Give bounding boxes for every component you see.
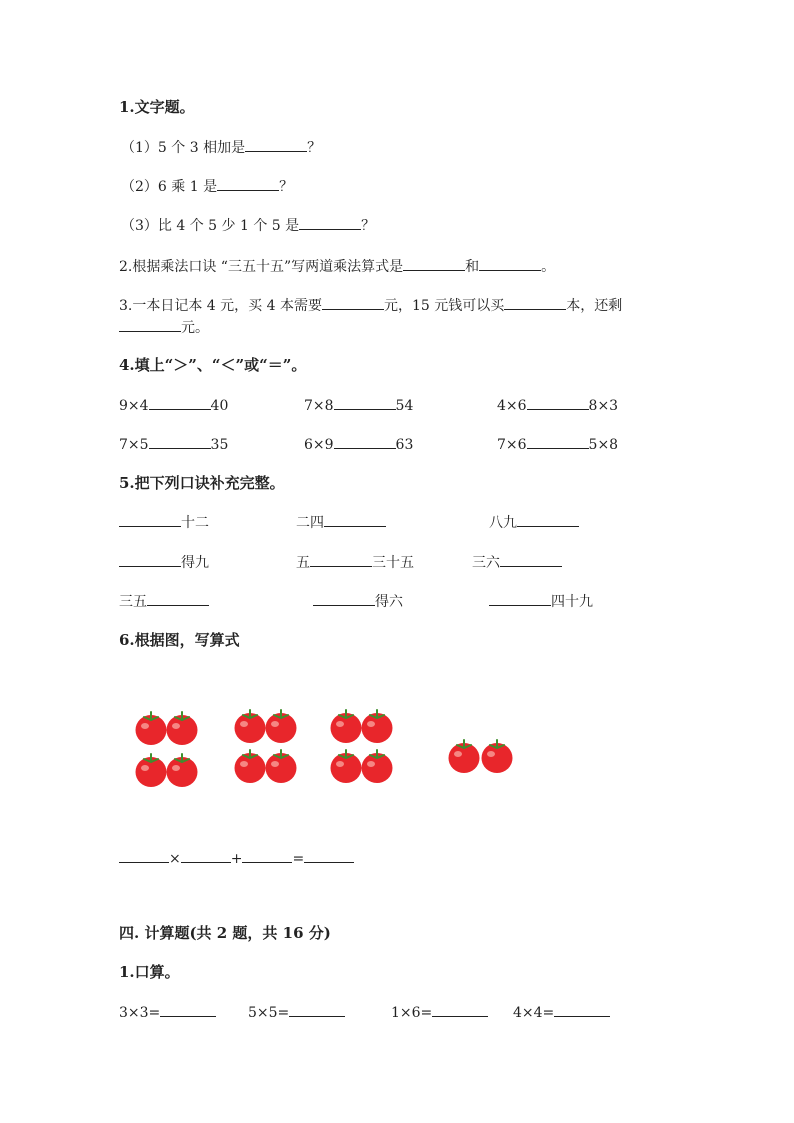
compare-right: 40 <box>210 398 229 414</box>
answer-blank[interactable] <box>324 512 386 527</box>
oral-expression: 1×6= <box>391 1005 433 1021</box>
verse-text: 得九 <box>181 555 209 571</box>
compare-right: 35 <box>210 437 229 453</box>
answer-blank[interactable] <box>313 591 375 606</box>
answer-blank[interactable] <box>119 512 181 527</box>
verse-text: 五 <box>296 555 310 571</box>
q2-and: 和 <box>465 259 480 275</box>
verse-text: 四十九 <box>551 594 593 610</box>
tomato-icon <box>235 710 266 743</box>
answer-blank[interactable] <box>217 176 279 191</box>
oral-item <box>391 1002 488 1023</box>
answer-blank[interactable] <box>119 317 181 332</box>
q3-text: 3.一本日记本 4 元，买 4 本需要 <box>119 298 322 314</box>
q1-item-1 <box>121 137 321 158</box>
q1-title: 1.文字题。 <box>119 98 195 116</box>
verse-text: 得六 <box>375 594 403 610</box>
answer-blank[interactable] <box>489 591 551 606</box>
compare-right: 5×8 <box>588 437 619 453</box>
q2-end: 。 <box>541 259 556 275</box>
tomato-icon <box>266 710 297 743</box>
compare-left: 6×9 <box>304 437 334 453</box>
oral-item <box>513 1002 610 1023</box>
oral-expression: 5×5= <box>248 1005 290 1021</box>
compare-right: 54 <box>395 398 414 414</box>
tomato-icon <box>136 712 167 745</box>
tomato-picture <box>0 690 794 810</box>
verse-item <box>296 512 386 533</box>
verse-text: 八九 <box>489 515 517 531</box>
answer-blank[interactable] <box>119 552 181 567</box>
answer-blank[interactable] <box>181 848 231 863</box>
oral-item <box>248 1002 345 1023</box>
q6-equation <box>119 848 354 869</box>
verse-text: 二四 <box>296 515 324 531</box>
tomato-icon <box>235 750 266 783</box>
tomato-icon <box>362 710 393 743</box>
answer-blank[interactable] <box>160 1002 216 1017</box>
verse-item <box>472 552 562 573</box>
compare-left: 4×6 <box>497 398 527 414</box>
answer-blank[interactable] <box>147 591 209 606</box>
compare-left: 7×8 <box>304 398 334 414</box>
q3-text-4: 元。 <box>181 320 209 336</box>
oral-expression: 3×3= <box>119 1005 161 1021</box>
section-title: 四. 计算题(共 2 题，共 16 分) <box>119 924 331 942</box>
tomato-icon <box>331 710 362 743</box>
answer-blank[interactable] <box>289 1002 345 1017</box>
answer-blank[interactable] <box>119 848 169 863</box>
verse-text: 三十五 <box>372 555 414 571</box>
compare-left: 7×6 <box>497 437 527 453</box>
q1-item-3-text: （3）比 4 个 5 少 1 个 5 是 <box>121 218 300 234</box>
equals-sign: = <box>292 851 305 867</box>
verse-item <box>489 512 579 533</box>
verse-text: 三五 <box>119 594 147 610</box>
compare-item <box>119 395 228 416</box>
q6-title: 6.根据图，写算式 <box>119 631 240 649</box>
answer-blank[interactable] <box>242 848 292 863</box>
q1-item-1-text: （1）5 个 3 相加是 <box>121 140 246 156</box>
q1-item-2 <box>121 176 293 197</box>
answer-blank[interactable] <box>432 1002 488 1017</box>
question-mark: ？ <box>279 179 294 195</box>
compare-item <box>304 395 413 416</box>
answer-blank[interactable] <box>527 434 589 449</box>
answer-blank[interactable] <box>403 256 465 271</box>
tomato-icon <box>449 740 480 773</box>
q2-line <box>119 256 555 277</box>
answer-blank[interactable] <box>245 137 307 152</box>
q3-text-2: 元，15 元钱可以买 <box>383 298 505 314</box>
verse-item <box>119 512 209 533</box>
answer-blank[interactable] <box>304 848 354 863</box>
tomato-icon <box>362 750 393 783</box>
answer-blank[interactable] <box>517 512 579 527</box>
q2-text: 2.根据乘法口诀 “三五十五”写两道乘法算式是 <box>119 259 404 275</box>
compare-right: 63 <box>395 437 414 453</box>
verse-item <box>489 591 593 612</box>
compare-item <box>304 434 413 455</box>
tomato-icon <box>482 740 513 773</box>
verse-text: 三六 <box>472 555 500 571</box>
oral-title: 1.口算。 <box>119 963 180 981</box>
tomato-icon <box>331 750 362 783</box>
compare-item <box>497 395 618 416</box>
times-sign: × <box>169 851 181 867</box>
q3-text-3: 本，还剩 <box>566 298 623 314</box>
plus-sign: + <box>230 851 243 867</box>
tomato-icon <box>136 754 167 787</box>
q3-line-1 <box>119 295 622 316</box>
question-mark: ？ <box>361 218 376 234</box>
answer-blank[interactable] <box>334 395 396 410</box>
compare-left: 7×5 <box>119 437 149 453</box>
oral-expression: 4×4= <box>513 1005 555 1021</box>
verse-item <box>119 591 209 612</box>
answer-blank[interactable] <box>554 1002 610 1017</box>
tomato-icon <box>266 750 297 783</box>
verse-item <box>313 591 403 612</box>
answer-blank[interactable] <box>322 295 384 310</box>
answer-blank[interactable] <box>299 215 361 230</box>
answer-blank[interactable] <box>310 552 372 567</box>
verse-text: 十二 <box>181 515 209 531</box>
q1-item-2-text: （2）6 乘 1 是 <box>121 179 218 195</box>
verse-item <box>119 552 209 573</box>
q5-title: 5.把下列口诀补充完整。 <box>119 474 285 492</box>
tomato-icon <box>167 712 198 745</box>
tomato-icon <box>167 754 198 787</box>
compare-item <box>119 434 228 455</box>
oral-item <box>119 1002 216 1023</box>
question-mark: ？ <box>307 140 322 156</box>
answer-blank[interactable] <box>500 552 562 567</box>
answer-blank[interactable] <box>149 434 211 449</box>
q1-item-3 <box>121 215 375 236</box>
compare-right: 8×3 <box>588 398 619 414</box>
answer-blank[interactable] <box>479 256 541 271</box>
answer-blank[interactable] <box>149 395 211 410</box>
verse-item <box>296 552 414 573</box>
compare-item <box>497 434 618 455</box>
q3-line-2 <box>119 317 209 338</box>
q4-title: 4.填上“＞”、“＜”或“＝”。 <box>119 356 307 374</box>
answer-blank[interactable] <box>527 395 589 410</box>
answer-blank[interactable] <box>504 295 566 310</box>
answer-blank[interactable] <box>334 434 396 449</box>
compare-left: 9×4 <box>119 398 149 414</box>
